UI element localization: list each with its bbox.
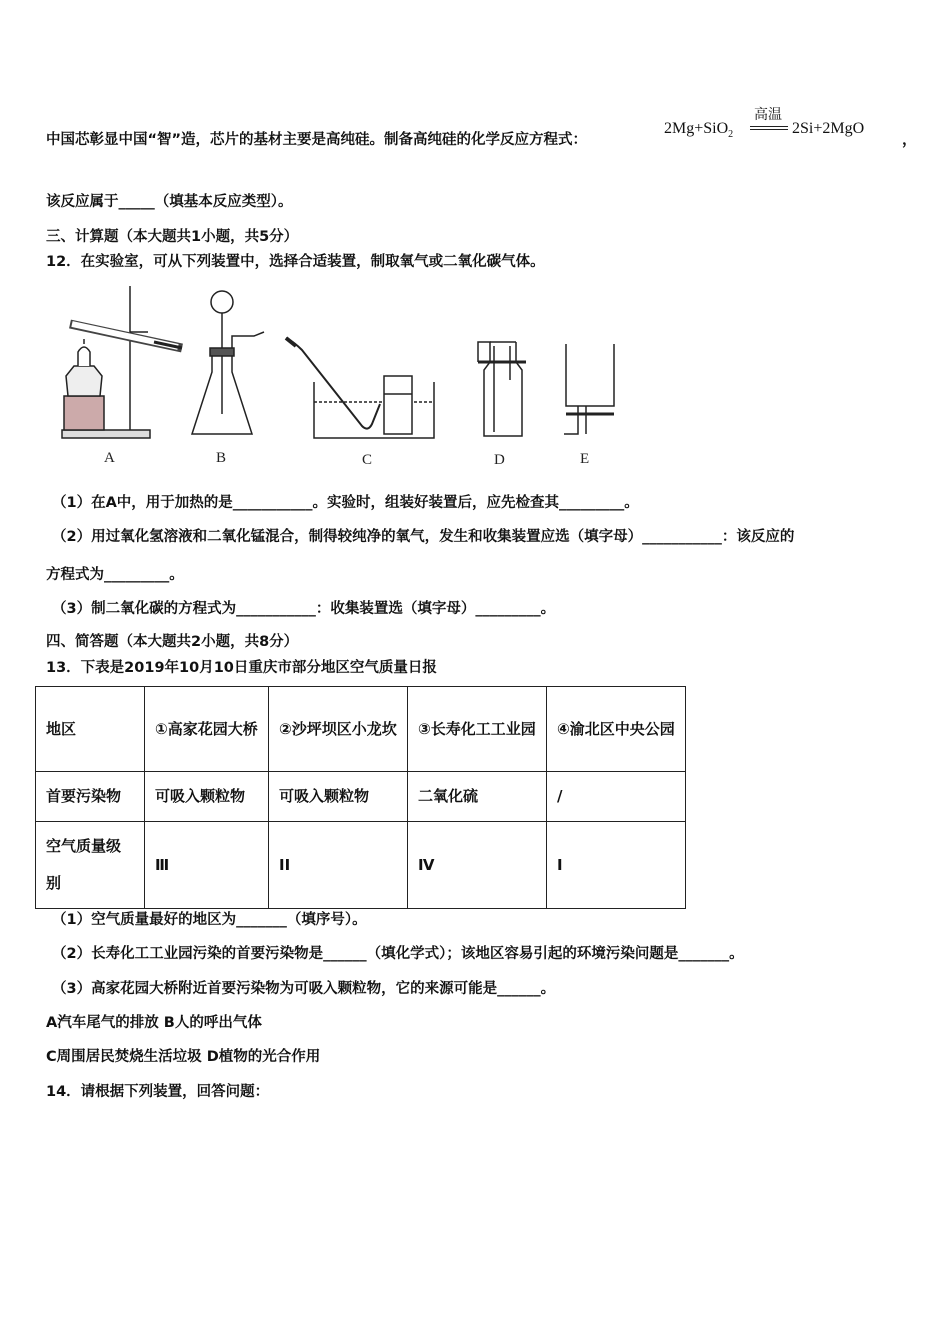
q12-part3: （3）制二氧化碳的方程式为___________：收集装置选（填字母）_________。 xyxy=(52,601,556,617)
q13-part1: （1）空气质量最好的地区为_______（填序号）。 xyxy=(52,912,367,928)
q13-stem: 13．下表是2019年10月10日重庆市部分地区空气质量日报 xyxy=(46,660,437,676)
q12-stem: 12．在实验室，可从下列装置中，选择合适装置，制取氧气或二氧化碳气体。 xyxy=(46,254,545,270)
apparatus-label-b: B xyxy=(216,450,227,466)
q12-part2-line1: （2）用过氧化氢溶液和二氧化锰混合，制得较纯净的氧气，发生和收集装置应选（填字母）___________：该反应的 xyxy=(52,529,795,545)
apparatus-a xyxy=(62,286,182,438)
apparatus-label-d: D xyxy=(494,452,505,468)
equation-condition: 高温 xyxy=(754,108,782,123)
q12-part1: （1）在A中，用于加热的是___________。实验时，组装好装置后，应先检查其_________。 xyxy=(52,495,639,511)
table-row xyxy=(36,822,686,909)
table-cell: ①高家花园大桥 xyxy=(145,687,269,772)
table-cell: ④渝北区中央公园 xyxy=(547,687,686,772)
table-cell: Ⅳ xyxy=(408,822,547,909)
table-cell: ②沙坪坝区小龙坎 xyxy=(269,687,408,772)
apparatus-e xyxy=(564,344,614,434)
reaction-type-question: 该反应属于_____（填基本反应类型）。 xyxy=(46,194,293,210)
apparatus-label-a: A xyxy=(104,450,115,466)
table-cell: II xyxy=(269,822,408,909)
table-cell: ③长寿化工工业园 xyxy=(408,687,547,772)
section-4-title: 四、简答题（本大题共2小题，共8分） xyxy=(46,634,299,650)
equation-equals-bar xyxy=(750,126,788,127)
table-cell: / xyxy=(547,772,686,822)
equation-reactants: 2Mg+SiO$_2$ xyxy=(664,120,734,141)
section-3-title: 三、计算题（本大题共1小题，共5分） xyxy=(46,229,299,245)
table-cell: 可吸入颗粒物 xyxy=(145,772,269,822)
q14-stem: 14．请根据下列装置，回答问题： xyxy=(46,1084,270,1100)
table-cell: Ⅲ xyxy=(145,822,269,909)
apparatus-d xyxy=(478,342,526,436)
apparatus-c xyxy=(286,338,434,438)
apparatus-label-c: C xyxy=(362,452,373,468)
table-row xyxy=(36,772,686,822)
chemical-equation xyxy=(664,104,904,144)
apparatus-b xyxy=(192,291,264,434)
table-cell: 可吸入颗粒物 xyxy=(269,772,408,822)
q13-part2: （2）长寿化工工业园污染的首要污染物是______（填化学式）；该地区容易引起的环境污染问题是_______。 xyxy=(52,946,744,962)
intro-text: 中国芯彰显中国“智”造，芯片的基材主要是高纯硅。制备高纯硅的化学反应方程式： xyxy=(46,132,588,148)
q13-options-cd: C周围居民焚烧生活垃圾 D植物的光合作用 xyxy=(46,1049,321,1065)
table-cell: 首要污染物 xyxy=(36,772,145,822)
table-cell: 地区 xyxy=(36,687,145,772)
q12-part2-line2: 方程式为_________。 xyxy=(46,567,184,583)
equation-products: 2Si+2MgO xyxy=(792,120,865,137)
table-cell: I xyxy=(547,822,686,909)
table-row xyxy=(36,687,686,772)
equation-equals-bar xyxy=(750,129,788,130)
apparatus-label-e: E xyxy=(580,451,590,467)
lab-apparatus-figure xyxy=(54,284,634,474)
q13-part3: （3）高家花园大桥附近首要污染物为可吸入颗粒物，它的来源可能是______。 xyxy=(52,981,556,997)
q13-options-ab: A汽车尾气的排放 B人的呼出气体 xyxy=(46,1015,262,1031)
intro-comma: ， xyxy=(902,130,918,148)
table-cell: 二氧化硫 xyxy=(408,772,547,822)
air-quality-table xyxy=(35,686,686,909)
table-cell: 空气质量级别 xyxy=(36,822,145,909)
